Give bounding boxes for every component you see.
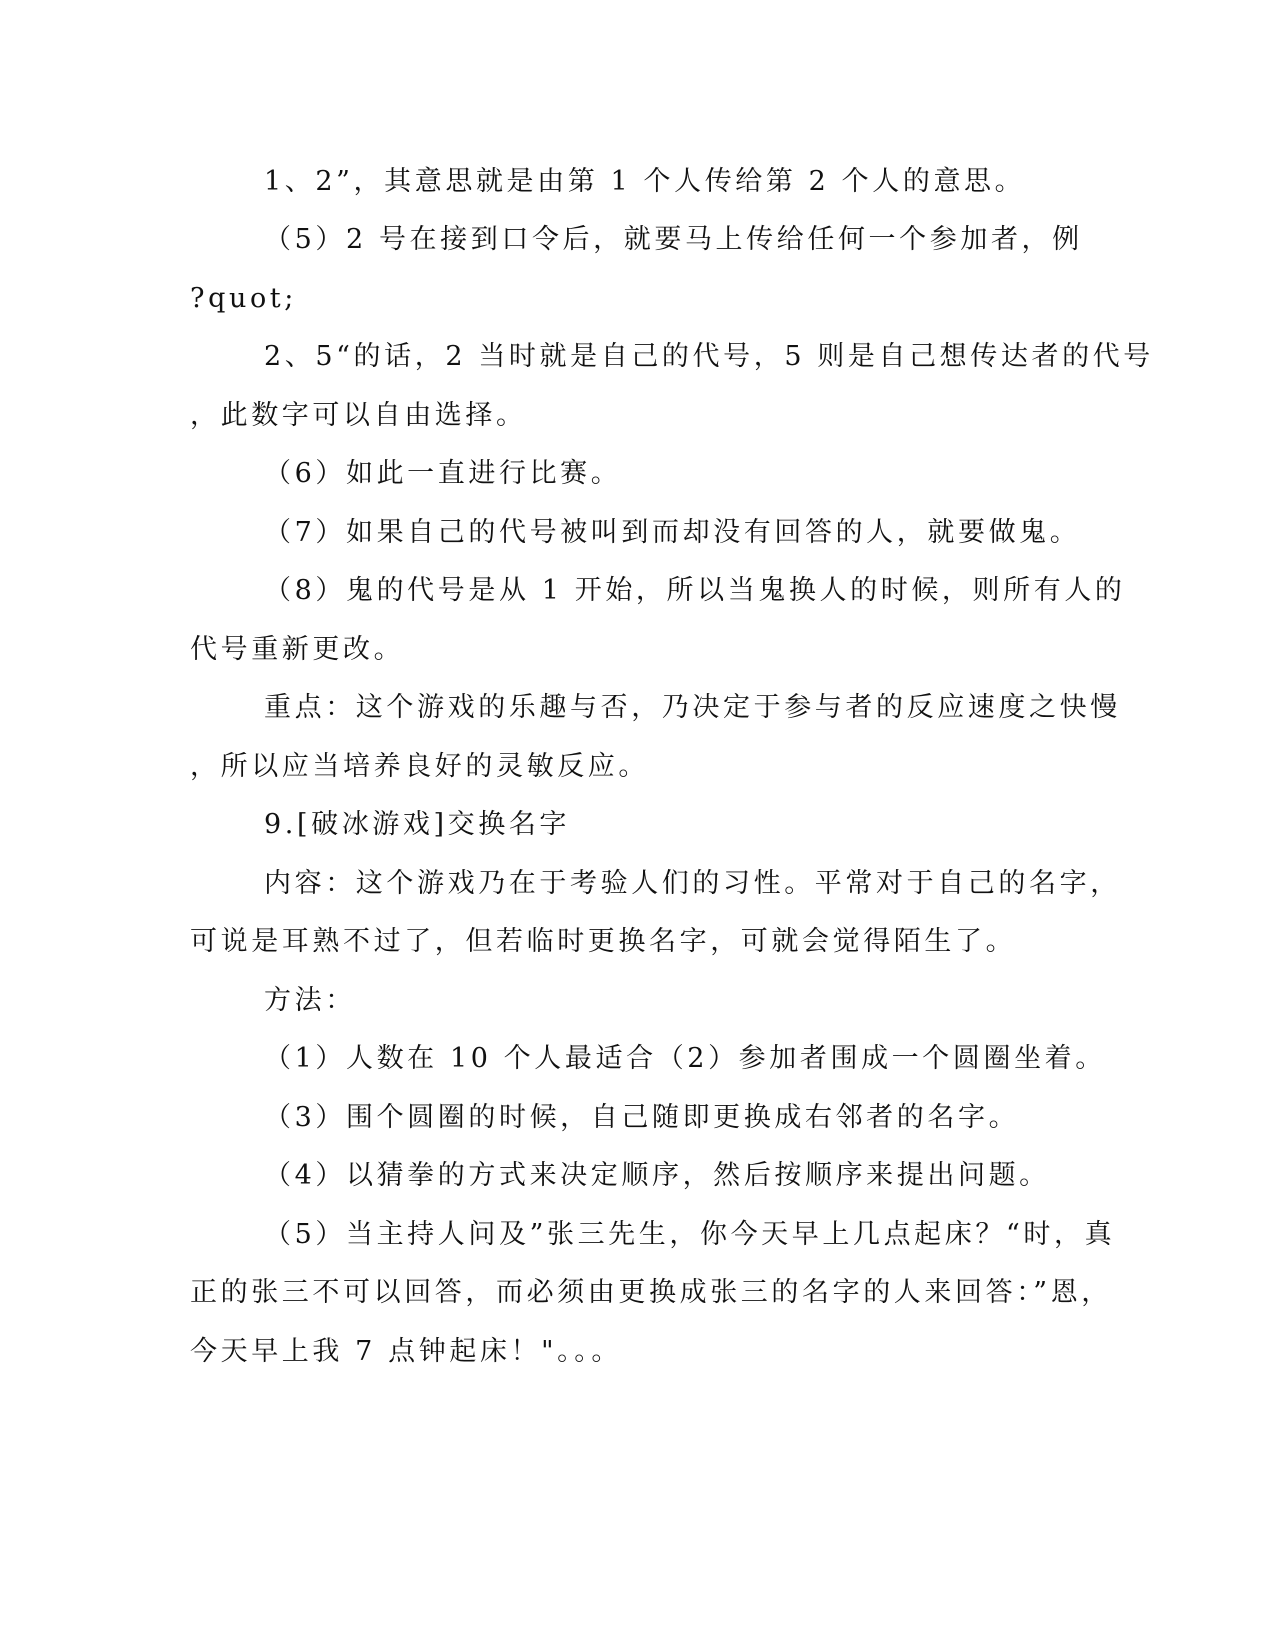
text-line-2: （5）2 号在接到口令后，就要马上传给任何一个参加者，例: [264, 224, 1083, 255]
text-line-8: （8）鬼的代号是从 1 开始，所以当鬼换人的时候，则所有人的: [264, 575, 1126, 606]
text-line-9: 代号重新更改。: [190, 634, 405, 665]
text-line-21: 今天早上我 7 点钟起床！"。。。: [190, 1336, 622, 1367]
text-line-10: 重点：这个游戏的乐趣与否，乃决定于参与者的反应速度之快慢: [264, 692, 1121, 723]
text-line-16: （1）人数在 10 个人最适合（2）参加者围成一个圆圈坐着。: [264, 1043, 1106, 1074]
text-line-1: 1、2”，其意思就是由第 1 个人传给第 2 个人的意思。: [264, 166, 1026, 197]
text-line-6: （6）如此一直进行比赛。: [264, 458, 622, 489]
section-heading: 9.[破冰游戏]交换名字: [264, 809, 571, 840]
text-line-7: （7）如果自己的代号被叫到而却没有回答的人，就要做鬼。: [264, 517, 1081, 548]
text-line-15: 方法：: [264, 985, 356, 1016]
text-line-18: （4）以猜拳的方式来决定顺序，然后按顺序来提出问题。: [264, 1160, 1050, 1191]
text-line-5: ，此数字可以自由选择。: [190, 400, 527, 431]
text-line-11: ，所以应当培养良好的灵敏反应。: [190, 751, 649, 782]
text-line-13: 内容：这个游戏乃在于考验人们的习性。平常对于自己的名字，: [264, 868, 1121, 899]
text-line-4: 2、5“的话，2 当时就是自己的代号，5 则是自己想传达者的代号: [264, 341, 1154, 372]
text-line-3: ?quot;: [190, 283, 297, 314]
text-line-17: （3）围个圆圈的时候，自己随即更换成右邻者的名字。: [264, 1102, 1020, 1133]
text-line-20: 正的张三不可以回答，而必须由更换成张三的名字的人来回答：”恩，: [190, 1277, 1112, 1308]
text-line-14: 可说是耳熟不过了，但若临时更换名字，可就会觉得陌生了。: [190, 926, 1017, 957]
text-line-19: （5）当主持人问及”张三先生，你今天早上几点起床？“时，真: [264, 1219, 1116, 1250]
